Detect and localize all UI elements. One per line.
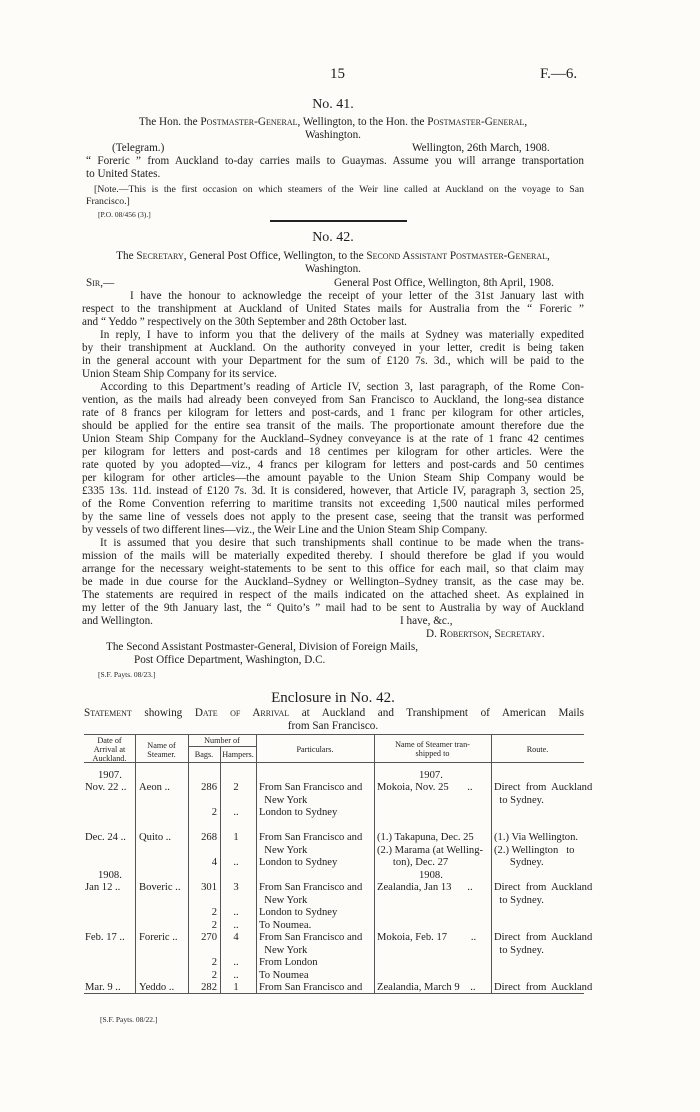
number-of-rule (188, 746, 256, 747)
transhipped-line: Mokoia, Feb. 17 .. (377, 932, 477, 943)
row-hampers (220, 932, 252, 982)
statement-heading-part: showing (131, 707, 195, 719)
particulars-line: To Noumea (259, 969, 309, 981)
row-trans-year: 1907. (419, 770, 443, 781)
no41-heading-recipient: Postmaster-General (427, 116, 525, 128)
bags-value: 282 (201, 982, 217, 993)
header-text: Steamer. (147, 750, 176, 759)
row-steamer: Foreric .. (139, 932, 178, 943)
statement-heading-part: at Auckland and Transhipment of American Mails (289, 707, 584, 719)
no41-heading-part: The Hon. the (138, 116, 201, 128)
transhipped-line: ton), Dec. 27 (377, 857, 449, 868)
statement-heading-line2: from San Francisco. (287, 720, 379, 732)
route-line: (1.) Via Wellington. (494, 832, 579, 843)
particulars-line: From San Francisco and (259, 932, 363, 943)
route-line: Direct from Auckland (494, 982, 593, 993)
row-transhipped (377, 882, 473, 895)
row-route (494, 832, 578, 870)
particulars-line: From San Francisco and (259, 882, 363, 893)
route-line: Direct from Auckland (494, 932, 593, 943)
row-transhipped (377, 832, 483, 870)
letter-line: should be applied for the entire sea transit of the mails. The proportionate amount therefore due the (82, 420, 584, 432)
transhipped-line: Zealandia, Jan 13 .. (377, 882, 473, 893)
header-number-of: Number of (204, 736, 240, 745)
header-text: Auckland. (92, 754, 127, 763)
letter-line: Union Steam Ship Company for its service. (82, 368, 277, 380)
row-hampers (220, 832, 252, 870)
row-transhipped (377, 982, 476, 995)
bags-value: 2 (211, 969, 217, 981)
no42-heading-sender: Secretary (136, 250, 184, 262)
letter-line: £335 13s. 11d. instead of £120 7s. 3d. It is considered, however, that Article IV, paragraph 3, section 25, (82, 485, 584, 497)
salutation: Sir,— (86, 277, 115, 289)
particulars-line: From San Francisco and (259, 982, 363, 993)
row-route (494, 982, 592, 995)
header-bags: Bags. (194, 750, 214, 759)
row-bags (188, 882, 217, 932)
no42-heading-part: , (547, 250, 550, 262)
header-date (84, 736, 135, 763)
no42-heading-part: , General Post Office, Wellington, to the (183, 250, 367, 262)
row-bags (188, 782, 217, 820)
route-line: to Sydney. (494, 894, 544, 906)
row-date: Mar. 9 .. (85, 982, 121, 993)
transhipped-line: (1.) Takapuna, Dec. 25 (377, 832, 474, 843)
header-steamer (135, 741, 188, 759)
route-line: Direct from Auckland (494, 782, 593, 793)
letter-line: per kilogram for letters and post-cards and 18 centimes per kilogram for other articles. Were the (82, 446, 584, 458)
row-route (494, 782, 592, 807)
row-hampers (220, 882, 252, 932)
hampers-value (220, 945, 252, 958)
no41-note: [Note.—This is the first occasion on which steamers of the Weir line called at Auckland on the voyage to San (94, 184, 584, 195)
addressee: The Second Assistant Postmaster-General, Division of Foreign Mails, (106, 641, 419, 653)
letter-line: Union Steam Ship Company for the Auckland–Sydney conveyance is at the rate of 1 franc 42 centimes (82, 433, 584, 445)
column-rule (491, 734, 492, 994)
header-transhipped (374, 740, 491, 758)
particulars-line: New York (259, 944, 308, 956)
bags-value: 270 (201, 932, 217, 943)
signature: D. Robertson, Secretary. (426, 628, 545, 640)
no41-heading-part: , Wellington, to the Hon. the (297, 116, 428, 128)
row-steamer: Boveric .. (139, 882, 181, 893)
letter-line: mission of the mails will be materially expedited thereby. I should therefore be glad if you would (82, 550, 584, 562)
header-text: Name of Steamer tran- (395, 740, 470, 749)
header-text: Name of (147, 741, 176, 750)
particulars-line: From London (259, 957, 318, 968)
no41-heading (82, 116, 584, 129)
bags-value: 268 (201, 832, 217, 843)
bags-value (188, 795, 217, 808)
header-text: Date of (97, 736, 122, 745)
row-particulars (259, 782, 362, 820)
letter-line: and “ Yeddo ” respectively on the 30th September and 28th October last. (82, 316, 407, 328)
bags-value: 2 (211, 919, 217, 931)
particulars-line: From San Francisco and (259, 832, 363, 843)
row-bags (188, 982, 217, 995)
route-line: Direct from Auckland (494, 882, 593, 893)
page-number: 15 (330, 66, 345, 82)
hampers-value: 1 (233, 832, 239, 843)
hampers-value: .. (233, 957, 239, 968)
bags-value (188, 945, 217, 958)
particulars-line: London to Sydney (259, 907, 338, 918)
letter-line: by vessels of two different lines—viz., the Weir Line and the Union Steam Ship Company. (82, 524, 488, 536)
letter-line: According to this Department’s reading of Article IV, section 3, last paragraph, of the Rome Con- (100, 381, 584, 393)
letter-line: rate of 8 francs per kilogram for letters and post-cards, and 1 franc per kilogram for other articles, (82, 407, 584, 419)
statement-heading (84, 707, 584, 720)
table-header-rule (84, 762, 584, 763)
route-line: Sydney. (494, 857, 544, 868)
letter-line: and Wellington. (82, 615, 153, 627)
transhipment-table (84, 734, 593, 994)
row-trans-year: 1908. (419, 870, 443, 881)
letter-line: by the same line of vessels does not apply to the present case, seeing that the transit was performed (82, 511, 584, 523)
letter-line: per kilogram for other articles—the amount payable to the Union Steam Ship Company would be (82, 472, 584, 484)
letter-line: by their transhipment at Auckland. On the authority conveyed in your letter, credit is being taken (82, 342, 584, 354)
table-top-rule (84, 734, 584, 735)
hampers-value: .. (233, 919, 239, 931)
letter-line: The statements are required in respect of the mails indicated on the attached sheet. As explained in (82, 589, 584, 601)
hampers-value: .. (233, 857, 239, 868)
row-particulars (259, 932, 362, 982)
route-line: to Sydney. (494, 794, 544, 806)
letter-line: my letter of the 9th January last, the “ Quito’s ” mail had to be sent to Australia by way of Auckland (82, 602, 584, 614)
no41-note: Francisco.] (86, 196, 130, 207)
row-particulars (259, 982, 362, 995)
no42-dateline: General Post Office, Wellington, 8th April, 1908. (334, 277, 554, 289)
row-route (494, 932, 592, 957)
column-rule (256, 734, 257, 994)
particulars-line: To Noumea. (259, 919, 312, 931)
particulars-line: London to Sydney (259, 857, 338, 868)
hampers-value (220, 795, 252, 808)
row-date: Feb. 17 .. (85, 932, 125, 943)
row-hampers (220, 782, 252, 820)
no42-heading-part: The (116, 250, 137, 262)
section-divider (270, 220, 407, 222)
no42-title: No. 42. (312, 230, 354, 245)
no41-heading-line2: Washington. (305, 129, 361, 141)
row-date: Dec. 24 .. (85, 832, 126, 843)
row-steamer: Aeon .. (139, 782, 170, 793)
bags-value: 4 (211, 857, 217, 868)
bags-value: 301 (201, 882, 217, 893)
row-particulars (259, 832, 362, 870)
hampers-value: 2 (233, 782, 239, 793)
column-rule (135, 734, 136, 994)
letter-line: arrange for the necessary weight-statements to be sent to this office for each mail, so that claim may (82, 563, 584, 575)
letter-line: vention, as the mails had already been conveyed from San Francisco to Auckland, the long-sea distance (82, 394, 584, 406)
no41-dateline: Wellington, 26th March, 1908. (412, 142, 550, 154)
closing: I have, &c., (400, 615, 453, 627)
hampers-value: .. (233, 807, 239, 818)
hampers-value: 3 (233, 882, 239, 893)
table-file-reference: [S.F. Payts. 08/22.] (100, 1015, 158, 1024)
hampers-value: 4 (233, 932, 239, 943)
bags-value: 2 (211, 957, 217, 968)
no41-body: “ Foreric ” from Auckland to-day carries mails to Guaymas. Assume you will arrange transportation (86, 155, 584, 167)
row-particulars (259, 882, 362, 932)
bags-value (188, 895, 217, 908)
no41-body: to United States. (86, 168, 161, 180)
transhipped-line: (2.) Marama (at Welling- (377, 844, 484, 856)
transhipped-line: Mokoia, Nov. 25 .. (377, 782, 473, 793)
row-date: Jan 12 .. (85, 882, 121, 893)
particulars-line: From San Francisco and (259, 782, 363, 793)
letter-line: It is assumed that you desire that such transhipments shall continue to be made when the trans- (100, 537, 584, 549)
bags-value: 286 (201, 782, 217, 793)
particulars-line: New York (259, 844, 308, 856)
row-year: 1907. (98, 770, 122, 781)
header-text: Arrival at (93, 745, 126, 754)
header-hampers: Hampers. (222, 750, 254, 759)
no41-telegram-label: (Telegram.) (112, 142, 165, 154)
letter-line: rate quoted by you adopted—viz., 4 francs per kilogram for letters and post-cards and 50 centimes (82, 459, 584, 471)
column-rule (374, 734, 375, 994)
hampers-value: .. (233, 907, 239, 918)
bags-value: 2 (211, 807, 217, 818)
header-particulars: Particulars. (296, 745, 334, 754)
bags-value: 2 (211, 907, 217, 918)
no41-title: No. 41. (312, 97, 354, 112)
row-bags (188, 932, 217, 982)
hampers-value (220, 845, 252, 858)
transhipped-line: Zealandia, March 9 .. (377, 982, 476, 993)
no41-heading-part: , (524, 116, 528, 128)
enclosure-title: Enclosure in No. 42. (271, 690, 395, 706)
letter-line: I have the honour to acknowledge the receipt of your letter of the 31st January last with (130, 290, 584, 302)
document-reference: F.—6. (540, 66, 578, 82)
header-text: shipped to (415, 749, 450, 758)
particulars-line: London to Sydney (259, 807, 338, 818)
particulars-line: New York (259, 894, 308, 906)
hampers-value: 1 (233, 982, 239, 993)
letter-line: of the Rome Convention referring to maritime transits not exceeding 1,500 nautical miles performed (82, 498, 584, 510)
no41-heading-sender: Postmaster-General (200, 116, 298, 128)
hampers-value (220, 895, 252, 908)
row-transhipped (377, 932, 476, 945)
no42-heading (82, 250, 584, 263)
letter-line: be made in due course for the Auckland–Sydney or Wellington–Sydney transit, as the case may be. (82, 576, 584, 588)
statement-heading-part: Date of Arrival (194, 707, 290, 719)
no42-file-reference: [S.F. Payts. 08/23.] (98, 670, 156, 679)
row-steamer: Yeddo .. (139, 982, 175, 993)
row-year: 1908. (98, 870, 122, 881)
particulars-line: New York (259, 794, 308, 806)
no41-file-reference: [P.O. 08/456 (3).] (98, 210, 151, 219)
addressee: Post Office Department, Washington, D.C. (134, 654, 326, 666)
row-date: Nov. 22 .. (85, 782, 127, 793)
route-line: (2.) Wellington to (494, 844, 575, 856)
no42-heading-line2: Washington. (305, 263, 361, 275)
statement-heading-part: Statement (84, 707, 132, 719)
no42-heading-recipient: Second Assistant Postmaster-General (366, 250, 548, 262)
letter-line: In reply, I have to inform you that the delivery of the mails at Sydney was materially expedited (100, 329, 584, 341)
row-steamer: Quito .. (139, 832, 172, 843)
header-route: Route. (526, 745, 549, 754)
row-route (494, 882, 592, 907)
letter-line: respect to the transhipment at Auckland of United States mails for Australia from the “ Foreric ” (82, 303, 584, 315)
bags-value (188, 845, 217, 858)
row-bags (188, 832, 217, 870)
row-transhipped (377, 782, 473, 795)
hampers-value: .. (233, 969, 239, 981)
row-hampers (220, 982, 252, 995)
route-line: to Sydney. (494, 944, 544, 956)
letter-line: in the general account with your Department for the sum of £120 7s. 3d., which will be paid to the (82, 355, 584, 367)
